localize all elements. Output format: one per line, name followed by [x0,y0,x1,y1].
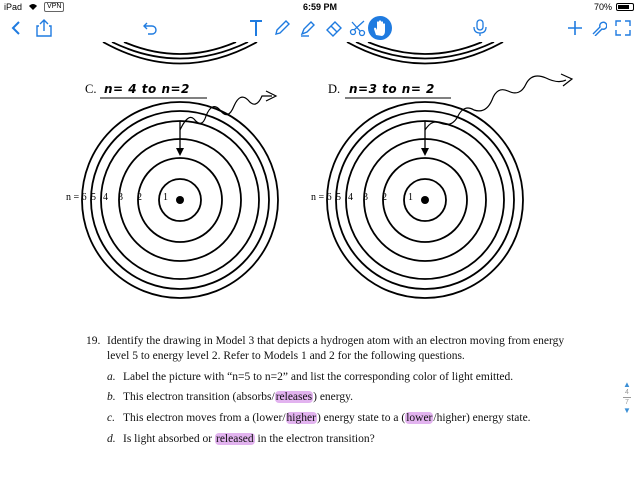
page-divider [623,397,631,398]
sub-letter-c: c. [107,412,115,424]
hand-icon[interactable] [368,16,392,40]
level-label-c-2: 2 [137,192,142,203]
sub-question-c [107,412,531,424]
highlight-releases-b: releases [275,391,313,403]
diagram-d-letter: D. [328,82,341,96]
battery-icon [616,3,634,11]
diagram-c-letter: C. [85,82,97,96]
clock: 6:59 PM [302,2,337,12]
sub-text-c-1: This electron moves from a (lower/ [123,412,286,424]
page-down-icon[interactable]: ▼ [623,406,631,415]
wrench-icon[interactable] [587,16,611,40]
status-bar [0,0,640,14]
page-total: 7 [625,399,629,406]
page-up-icon[interactable]: ▲ [623,380,631,389]
sub-question-d [107,433,375,445]
question-19 [86,334,576,364]
vpn-badge: VPN [44,2,64,12]
level-label-c-1: 1 [163,192,168,203]
scissors-icon[interactable] [346,16,370,40]
sub-letter-b: b. [107,391,116,403]
pen-icon[interactable] [270,16,294,40]
level-label-c-4: 4 [103,192,108,203]
toolbar [0,14,640,42]
highlight-lower: lower [406,412,433,424]
undo-icon[interactable] [138,16,162,40]
highlight-higher: higher [286,412,316,424]
text-tool-icon[interactable] [244,16,268,40]
level-label-d-4: 4 [348,192,353,203]
sub-letter-d: d. [107,433,116,445]
level-label-c-3: 3 [118,192,123,203]
device-name: iPad [4,2,23,12]
back-chevron-icon[interactable] [4,16,28,40]
level-label-c-5: 5 [91,192,96,203]
sub-text-b-post: ) energy. [313,391,354,403]
sub-text-d-post: in the electron transition? [254,433,375,445]
level-label-prefix-d: n = 6 [311,192,332,203]
sub-question-b [107,391,353,403]
battery-percent: 70% [593,2,612,12]
diagram-d-handwriting: n=3 to n= 2 [349,82,435,96]
document-page [0,42,640,480]
share-icon[interactable] [32,16,56,40]
question-number: 19. [86,335,101,347]
level-label-d-2: 2 [382,192,387,203]
level-label-d-3: 3 [363,192,368,203]
sub-question-a [107,371,513,383]
page-current: 4 [625,389,629,396]
sub-text-c-3: /higher) energy state. [433,412,531,424]
sub-text-c-2: ) energy state to a ( [316,412,406,424]
question-text: Identify the drawing in Model 3 that depicts a hydrogen atom with an electron moving from energy level 5 to energy level 2. Refer to Models 1 and 2 for the following questions. [107,335,565,362]
highlight-released-d: released [215,433,254,445]
eraser-icon[interactable] [322,16,346,40]
level-label-d-5: 5 [336,192,341,203]
diagram-c-handwriting: n= 4 to n=2 [104,82,190,96]
sub-letter-a: a. [107,371,116,383]
level-label-prefix-c: n = 6 [66,192,87,203]
highlighter-icon[interactable] [296,16,320,40]
page-indicator[interactable] [617,380,637,430]
sub-text-a: Label the picture with “n=5 to n=2” and list the corresponding color of light emitted. [123,371,514,383]
sub-text-b-pre: This electron transition (absorbs/ [123,391,275,403]
sub-text-d-pre: Is light absorbed or [123,433,215,445]
microphone-icon[interactable] [468,16,492,40]
status-right [594,2,634,12]
add-icon[interactable] [563,16,587,40]
level-label-d-1: 1 [408,192,413,203]
fullscreen-icon[interactable] [611,16,635,40]
